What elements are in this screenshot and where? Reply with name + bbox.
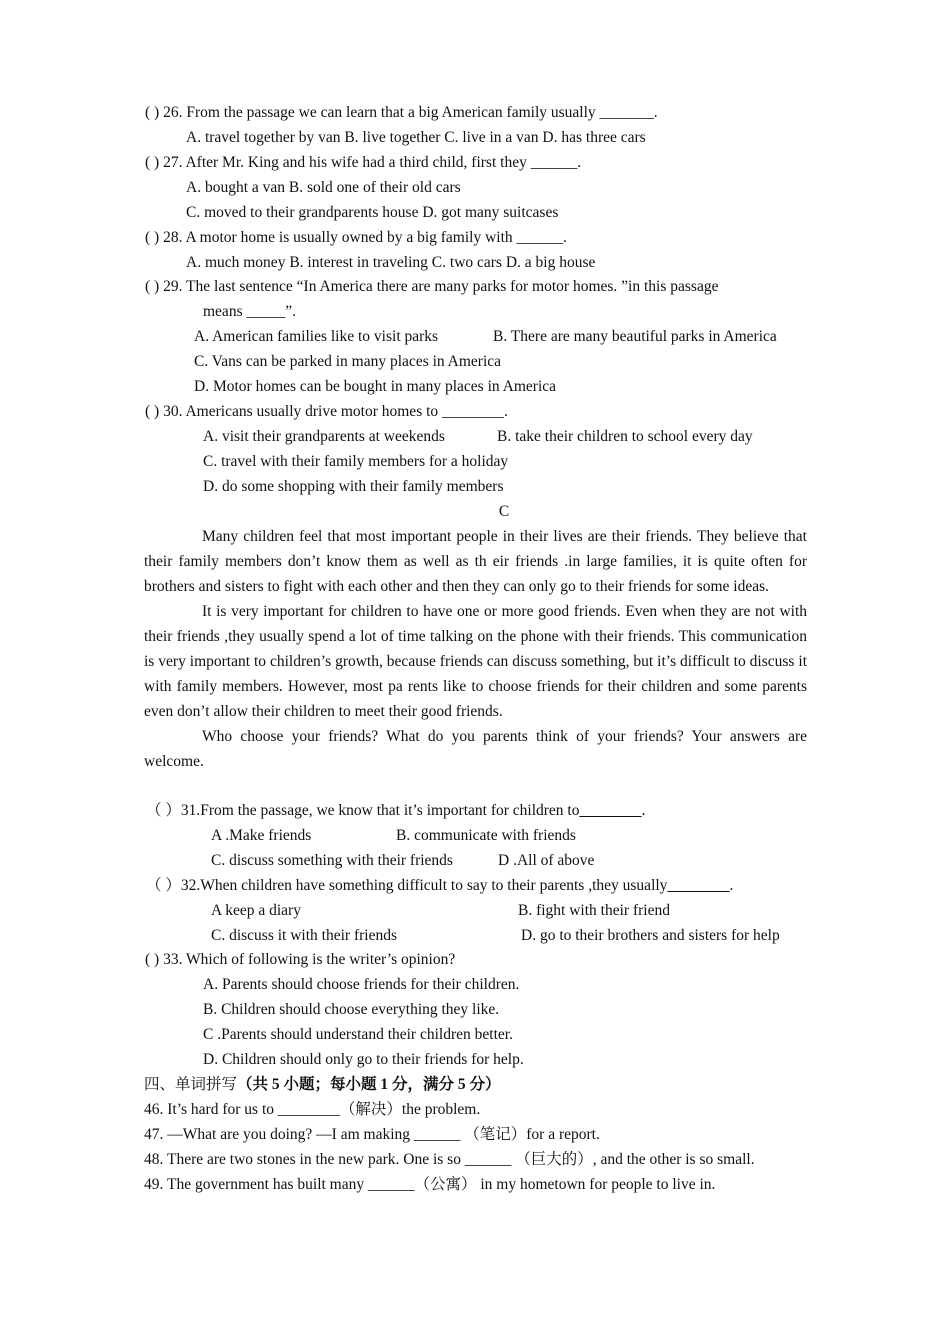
question-28-options: A. much money B. interest in traveling C. two cars D. a big house [186,254,596,271]
question-29-option-b: B. There are many beautiful parks in America [493,328,777,345]
question-26-stem: ( ) 26. From the passage we can learn that a big American family usually _______. [145,104,658,121]
section-4-heading [144,1075,501,1095]
question-49: 49. The government has built many ______（公寓） in my hometown for people to live in. [144,1176,716,1193]
question-27-stem: ( ) 27. After Mr. King and his wife had a third child, first they ______. [145,154,582,171]
question-32-option-b: B. fight with their friend [518,902,670,919]
question-30-stem: ( ) 30. Americans usually drive motor homes to ________. [145,403,508,420]
question-29-option-a: A. American families like to visit parks [194,328,439,345]
question-31-option-b: B. communicate with friends [396,827,576,844]
question-31-option-d: D .All of above [498,852,595,869]
section-c-heading: C [498,503,510,520]
question-31-text: （ ）31.From the passage, we know that it’s important for children to [146,802,580,819]
question-48: 48. There are two stones in the new park. One is so ______ （巨大的）, and the other is so small. [144,1151,755,1168]
passage-paragraph-1: Many children feel that most important people in their lives are their friends. They believe that their family members don’t know them as well as th eir friends .in large families, it is quite often for brothers and sisters to fight with each other and then they can only go to their friends for some ideas. [144,528,807,595]
question-26-options: A. travel together by van B. live together C. live in a van D. has three cars [186,129,646,146]
question-33-stem: ( ) 33. Which of following is the writer’s opinion? [145,951,456,968]
passage-paragraph-3: Who choose your friends? What do you parents think of your friends? Your answers are welcome. [144,728,807,770]
question-29-stem-cont: means _____”. [203,303,296,320]
question-33-option-a: A. Parents should choose friends for their children. [203,976,520,993]
question-32-stem [146,876,733,896]
passage-c [144,524,807,774]
question-31-option-c: C. discuss something with their friends [211,852,453,869]
question-32-blank: ________ [667,877,730,894]
question-28-stem: ( ) 28. A motor home is usually owned by a big family with ______. [145,229,567,246]
section-4-scoring: （共 5 小题；每小题 1 分，满分 5 分） [237,1076,501,1093]
question-27-options-row2: C. moved to their grandparents house D. got many suitcases [186,204,559,221]
question-32-option-a: A keep a diary [211,902,301,919]
question-47: 47. —What are you doing? —I am making ______ （笔记）for a report. [144,1126,600,1143]
question-32-text: （ ）32.When children have something difficult to say to their parents ,they usually [146,877,668,894]
question-33-option-b: B. Children should choose everything they like. [203,1001,500,1018]
question-33-option-d: D. Children should only go to their friends for help. [203,1051,524,1068]
question-30-option-d: D. do some shopping with their family members [203,478,504,495]
question-29-stem: ( ) 29. The last sentence “In America there are many parks for motor homes. ”in this passage [145,278,719,295]
question-31-blank: ________ [579,802,642,819]
question-32-option-c: C. discuss it with their friends [211,927,397,944]
question-31-end: . [641,802,646,819]
question-27-options-row1: A. bought a van B. sold one of their old cars [186,179,461,196]
passage-paragraph-2: It is very important for children to have one or more good friends. Even when they are not with their friends ,they usually spend a lot of time talking on the phone with their friends. This communication is very important to children’s growth, because friends can discuss something, but it’s difficult to discuss it with family members. However, most pa rents like to choose friends for their children and some parents even don’t allow their children to meet their good friends. [144,603,807,720]
question-31-stem [146,801,645,821]
question-30-option-b: B. take their children to school every day [497,428,753,445]
question-31-option-a: A .Make friends [211,827,312,844]
section-4-title: 四、单词拼写 [144,1076,238,1093]
question-32-option-d: D. go to their brothers and sisters for help [521,927,780,944]
question-29-option-c: C. Vans can be parked in many places in America [194,353,502,370]
question-32-end: . [729,877,734,894]
question-29-option-d: D. Motor homes can be bought in many places in America [194,378,557,395]
question-30-option-a: A. visit their grandparents at weekends [203,428,445,445]
question-46: 46. It’s hard for us to ________（解决）the problem. [144,1101,481,1118]
question-33-option-c: C .Parents should understand their children better. [203,1026,513,1043]
question-30-option-c: C. travel with their family members for a holiday [203,453,509,470]
